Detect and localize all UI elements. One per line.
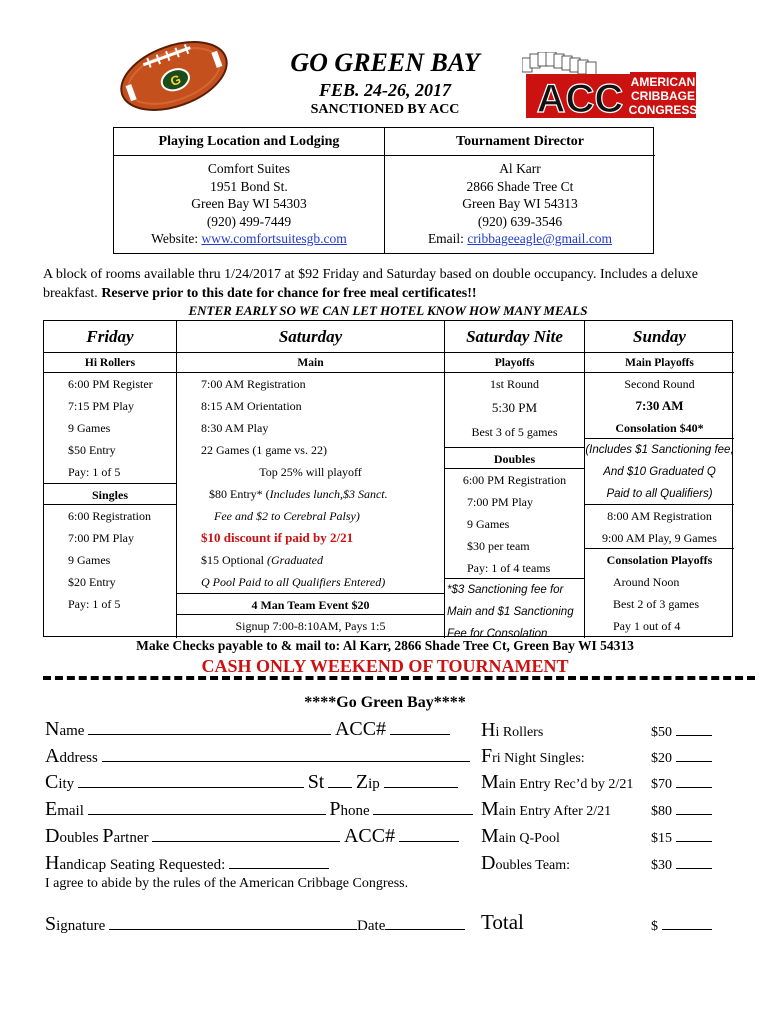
consolation-note: (Includes $1 Sanctioning fee, xyxy=(585,444,734,456)
consolation-playoffs-heading: Consolation Playoffs xyxy=(606,553,713,567)
reserve-note: Reserve prior to this date for chance for free meal certificates!! xyxy=(101,286,477,301)
name-row: Name ACC# xyxy=(45,718,450,741)
singles-row: $20 Entry xyxy=(68,575,116,589)
singles-row: 7:00 PM Play xyxy=(68,531,135,545)
nite-row: 5:30 PM xyxy=(491,400,538,415)
consolation-note: Paid to all Qualifiers) xyxy=(585,483,734,505)
fee-initial: M xyxy=(481,825,499,847)
agree-text: I agree to abide by the rules of the American Cribbage Congress. xyxy=(45,876,409,891)
fee-initial: M xyxy=(481,771,499,793)
saturday-row: 22 Games (1 game vs. 22) xyxy=(201,443,327,457)
friday-row: $50 Entry xyxy=(68,443,116,457)
fee-label: ain Entry Rec’d by 2/21 xyxy=(498,777,634,792)
sanction-note: Fee for Consolation xyxy=(447,628,548,640)
checks-note: Make Checks payable to & mail to: Al Karr, 2866 Shade Tree Ct, Green Bay WI 54313 xyxy=(136,638,634,653)
friday-row: 6:00 PM Register xyxy=(68,377,153,391)
friday-row: Pay: 1 of 5 xyxy=(68,465,121,479)
fee-label: i Rollers xyxy=(495,725,544,740)
partner-row: Doubles Partner ACC# xyxy=(45,825,459,848)
sunday-heading: Sunday xyxy=(585,321,734,353)
fee-field[interactable] xyxy=(676,774,712,788)
fee-value: $70 xyxy=(651,777,672,792)
fee-main-late xyxy=(481,798,611,821)
fee-field[interactable] xyxy=(676,828,712,842)
enter-early-note: ENTER EARLY SO WE CAN LET HOTEL KNOW HOW MANY MEALS xyxy=(188,303,588,318)
team-event: 4 Man Team Event $20 xyxy=(177,593,444,615)
email-link[interactable]: cribbageeagle@gmail.com xyxy=(467,231,613,246)
consolation-heading: Consolation $40* xyxy=(585,417,734,439)
qpool-cont: Q Pool Paid to all Qualifiers Entered) xyxy=(201,575,386,589)
acc-label: ACC# xyxy=(334,718,387,740)
fee-main-early xyxy=(481,771,633,794)
friday-column xyxy=(44,321,176,638)
acc-logo-line1: AMERICAN xyxy=(630,75,696,89)
director-city: Green Bay WI 54313 xyxy=(462,196,578,211)
form-title: ****Go Green Bay**** xyxy=(304,694,466,711)
fee-value: $30 xyxy=(651,858,672,873)
sunday-sub: Main Playoffs xyxy=(585,353,734,373)
fee-hi-rollers xyxy=(481,719,543,742)
fee-field[interactable] xyxy=(676,855,712,869)
email-field-label: mail xyxy=(57,803,84,819)
singles-row: 6:00 Registration xyxy=(68,509,151,523)
event-title: GO GREEN BAY xyxy=(290,48,480,77)
sanction-text: SANCTIONED BY ACC xyxy=(310,102,460,117)
consolation-note: And $10 Graduated Q xyxy=(603,466,716,478)
fee-amount xyxy=(651,828,712,847)
doubles-row: 6:00 PM Registration xyxy=(462,473,567,487)
handicap-field[interactable] xyxy=(229,855,329,869)
discount-note: $10 discount if paid by 2/21 xyxy=(201,530,354,545)
acc-logo-letters: ACC xyxy=(536,77,624,121)
phone-label: hone xyxy=(340,803,370,819)
partner-acc-label: ACC# xyxy=(343,825,396,847)
website-label: Website: xyxy=(151,231,202,246)
signature-row: Signature Date xyxy=(45,913,465,936)
director-heading: Tournament Director xyxy=(385,128,655,156)
fee-label: ri Night Singles: xyxy=(492,751,585,766)
fee-label: oubles Team: xyxy=(495,858,571,873)
cons-row: Pay 1 out of 4 xyxy=(613,619,681,633)
director-street: 2866 Shade Tree Ct xyxy=(466,178,574,194)
zip-label: ip xyxy=(368,776,380,792)
hotel-phone: (920) 499-7449 xyxy=(206,213,292,229)
fee-amount xyxy=(651,722,712,741)
team-signup: Signup 7:00-8:10AM, Pays 1:5 xyxy=(235,619,386,633)
saturday-nite-sub: Playoffs xyxy=(445,353,584,373)
state-field[interactable] xyxy=(328,774,352,788)
email-row: Email Phone xyxy=(45,798,473,821)
saturday-row: 7:00 AM Registration xyxy=(201,377,306,391)
saturday-column xyxy=(176,321,444,638)
fee-singles xyxy=(481,745,585,768)
singles-heading: Singles xyxy=(44,483,176,505)
address-field[interactable] xyxy=(102,748,470,762)
saturday-row: 8:30 AM Play xyxy=(201,421,269,435)
name-field[interactable] xyxy=(88,721,331,735)
zip-field[interactable] xyxy=(384,774,458,788)
saturday-sub: Main xyxy=(177,353,444,373)
fee-amount xyxy=(651,748,712,767)
acc-logo xyxy=(522,52,698,122)
email-field[interactable] xyxy=(88,801,326,815)
info-table xyxy=(113,127,654,254)
sunday-row2: 8:00 AM Registration xyxy=(607,509,712,523)
friday-row: 7:15 PM Play xyxy=(68,399,135,413)
fee-field[interactable] xyxy=(676,801,712,815)
location-heading: Playing Location and Lodging xyxy=(114,128,384,156)
sunday-row2: 9:00 AM Play, 9 Games xyxy=(585,527,734,549)
hotel-street: 1951 Bond St. xyxy=(210,178,288,194)
lodging-note xyxy=(43,265,733,319)
address-label: ddress xyxy=(59,750,98,766)
address-row: Address xyxy=(45,745,470,768)
doubles-row: 7:00 PM Play xyxy=(467,495,534,509)
sanction-note: Main and $1 Sanctioning xyxy=(447,606,574,618)
friday-sub: Hi Rollers xyxy=(44,353,176,373)
sunday-row: 7:30 AM xyxy=(635,398,684,413)
saturday-row: 8:15 AM Orientation xyxy=(201,399,302,413)
date-label: Date xyxy=(357,918,386,934)
cons-row: Best 2 of 3 games xyxy=(613,597,699,611)
fee-amount xyxy=(651,855,712,874)
phone-field[interactable] xyxy=(373,801,473,815)
director-phone: (920) 639-3546 xyxy=(477,213,563,229)
doubles-label: oubles xyxy=(59,830,103,846)
city-field[interactable] xyxy=(78,774,304,788)
total-field[interactable] xyxy=(662,916,712,930)
event-dates: FEB. 24-26, 2017 xyxy=(318,80,451,100)
acc-logo-line2: CRIBBAGE xyxy=(630,89,696,103)
city-row: City St Zip xyxy=(45,771,458,794)
name-label: ame xyxy=(59,723,85,739)
fee-doubles xyxy=(481,852,570,875)
nite-row: Best 3 of 5 games xyxy=(471,425,558,439)
city-label: ity xyxy=(58,776,75,792)
fee-field[interactable] xyxy=(676,722,712,736)
sanction-note: *$3 Sanctioning fee for xyxy=(447,584,564,596)
singles-row: 9 Games xyxy=(68,553,111,567)
friday-row: 9 Games xyxy=(68,421,111,435)
partner-acc-field[interactable] xyxy=(399,828,459,842)
svg-text:G: G xyxy=(168,71,183,90)
total-amount xyxy=(651,916,712,935)
main-entry-text: $80 Entry* ( xyxy=(209,487,270,501)
signature-label: ignature xyxy=(56,918,106,934)
handicap-label: andicap Seating Requested: xyxy=(59,857,226,873)
main-entry xyxy=(177,483,444,505)
date-field[interactable] xyxy=(385,916,465,930)
schedule-table xyxy=(43,320,734,640)
qpool-row xyxy=(177,549,444,571)
fee-initial: F xyxy=(481,745,493,767)
saturday-nite-heading: Saturday Nite xyxy=(445,321,584,353)
signature-field[interactable] xyxy=(109,916,357,930)
director-column xyxy=(384,128,655,253)
email-label: Email: xyxy=(427,231,468,246)
fee-initial: H xyxy=(481,719,496,741)
qpool-text: $15 Optional xyxy=(201,553,267,567)
state-label: St xyxy=(307,771,325,793)
main-entry-italic: Includes lunch,$3 Sanct. xyxy=(269,487,388,501)
lodging-text: A block of rooms available thru 1/24/2017 at $92 Friday and Saturday based on double occupancy. Includes a deluxe breakfast. xyxy=(43,267,698,301)
nite-row: 1st Round xyxy=(489,377,539,391)
fee-initial: M xyxy=(481,798,499,820)
doubles-row: $30 per team xyxy=(467,539,530,553)
handicap-row: Handicap Seating Requested: xyxy=(45,852,329,875)
fee-amount xyxy=(651,774,712,793)
doubles-row: 9 Games xyxy=(467,517,510,531)
fee-label: ain Q-Pool xyxy=(498,831,560,846)
partner-field[interactable] xyxy=(152,828,340,842)
fee-amount xyxy=(651,801,712,820)
fee-field[interactable] xyxy=(676,748,712,762)
doubles-heading: Doubles xyxy=(445,447,584,469)
partner-label: artner xyxy=(113,830,149,846)
fee-initial: D xyxy=(481,852,496,874)
saturday-nite-column xyxy=(444,321,584,638)
header xyxy=(0,0,770,125)
cut-line xyxy=(43,676,755,682)
fee-qpool xyxy=(481,825,560,848)
main-entry-cont: Fee and $2 to Cerebral Palsy) xyxy=(214,509,360,523)
location-column xyxy=(114,128,384,253)
cash-only-note: CASH ONLY WEEKEND OF TOURNAMENT xyxy=(201,656,569,676)
sunday-column xyxy=(584,321,734,638)
sunday-row: Second Round xyxy=(624,377,695,391)
fee-value: $50 xyxy=(651,725,672,740)
fee-value: $20 xyxy=(651,751,672,766)
saturday-row: Top 25% will playoff xyxy=(259,465,362,479)
fee-label: ain Entry After 2/21 xyxy=(498,804,612,819)
saturday-heading: Saturday xyxy=(177,321,444,353)
total-label: Total xyxy=(481,910,524,934)
qpool-italic: (Graduated xyxy=(267,553,323,567)
doubles-row: Pay: 1 of 4 teams xyxy=(445,557,584,579)
hotel-name: Comfort Suites xyxy=(207,161,291,176)
hotel-city: Green Bay WI 54303 xyxy=(191,196,307,211)
singles-row: Pay: 1 of 5 xyxy=(68,597,121,611)
website-link[interactable]: www.comfortsuitesgb.com xyxy=(201,231,347,246)
fee-value: $15 xyxy=(651,831,672,846)
acc-field[interactable] xyxy=(390,721,450,735)
cons-row: Around Noon xyxy=(613,575,680,589)
director-name: Al Karr xyxy=(499,161,541,176)
friday-heading: Friday xyxy=(44,321,176,353)
total-dollar: $ xyxy=(651,919,658,934)
acc-logo-line3: CONGRESS xyxy=(628,103,698,117)
fee-value: $80 xyxy=(651,804,672,819)
